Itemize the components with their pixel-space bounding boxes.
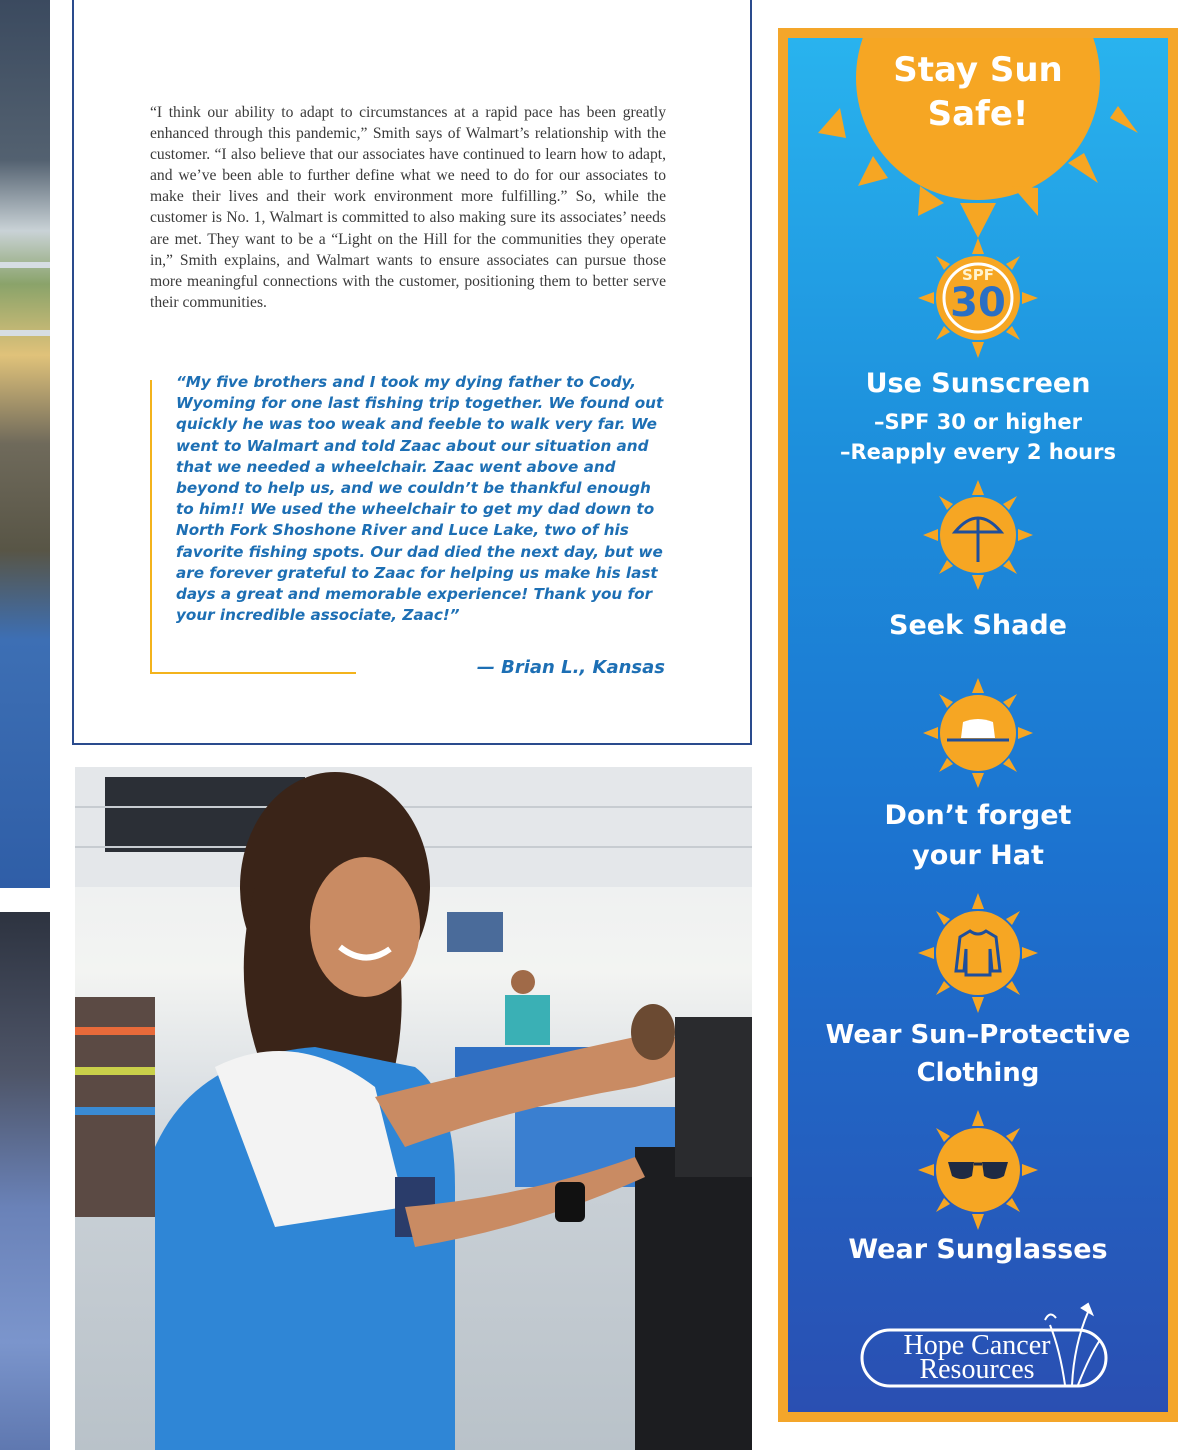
left-cropped-photo-top [0,0,50,888]
tip-hat-line2: your Hat [912,840,1044,871]
tip-clothing [788,1016,1168,1092]
article-body-text: “I think our ability to adapt to circumstances at a rapid pace has been greatly enhanced through this pandemic,” Smith says of Walmart’s relationship with the customer. “I also believe that our associates have continued to learn how to adapt, and we’ve been able to further define what we need to do for our associates to make their lives and their work environment more fulfilling.” So, while the customer is No. 1, Walmart is committed to also making sure its associates’ needs are met. They want to be a “Light on the Hill for the communities they operate in,” Smith explains, and Walmart wants to ensure associates can pursue those more meaningful connections with the customer, positioning them to better serve their communities. [150,104,666,311]
logo-text [882,1330,1072,1385]
sun-safety-banner [778,28,1178,1422]
left-cropped-photo-bottom [0,912,50,1450]
banner-title [788,48,1168,136]
tip-shade-title: Seek Shade [889,610,1067,641]
quote-attribution: — Brian L., Kansas [476,657,665,678]
logo-line1: Hope Cancer [903,1330,1051,1361]
hope-cancer-resources-logo [860,1300,1110,1390]
tip-clothing-line1: Wear Sun–Protective [825,1020,1131,1050]
logo-line2: Resources [919,1354,1035,1385]
tip-clothing-line2: Clothing [916,1058,1040,1088]
tip-sunglasses-title: Wear Sunglasses [848,1234,1108,1265]
banner-title-line1: Stay Sun [893,50,1063,90]
spf-number: 30 [950,280,1006,326]
associate-photo-illustration [75,767,752,1450]
tip-sunscreen-line1: –SPF 30 or higher [873,410,1083,434]
hat-sun-icon [923,678,1033,788]
sunglasses-sun-icon [918,1110,1038,1230]
associate-photo [75,767,752,1450]
sun-safety-banner-inner [788,38,1168,1412]
shirt-sun-icon [918,893,1038,1013]
spf-label: SPF [961,266,995,284]
banner-title-line2: Safe! [927,94,1029,134]
tip-hat-line1: Don’t forget [884,800,1072,831]
tip-sunscreen-title: Use Sunscreen [865,368,1091,399]
tip-hat [788,796,1168,876]
tip-sunscreen-line2: –Reapply every 2 hours [840,440,1116,464]
customer-quote: “My five brothers and I took my dying father to Cody, Wyoming for one last fishing trip together. We found out quickly he was too weak and feeble to walk very far. We went to Walmart and told Zaac about our situation and that we needed a wheelchair. Zaac went above and beyond to help us, and we couldn’t be thankful enough to him!! We used the wheelchair to get my dad down to North Fork Shoshone River and Luce Lake, two of his favorite fishing spots. Our dad died the next day, but we are forever grateful to Zaac for helping us make his last days a great and memorable experience! Thank you for your incredible associate, Zaac!” [176,373,664,625]
umbrella-sun-icon [923,480,1033,590]
